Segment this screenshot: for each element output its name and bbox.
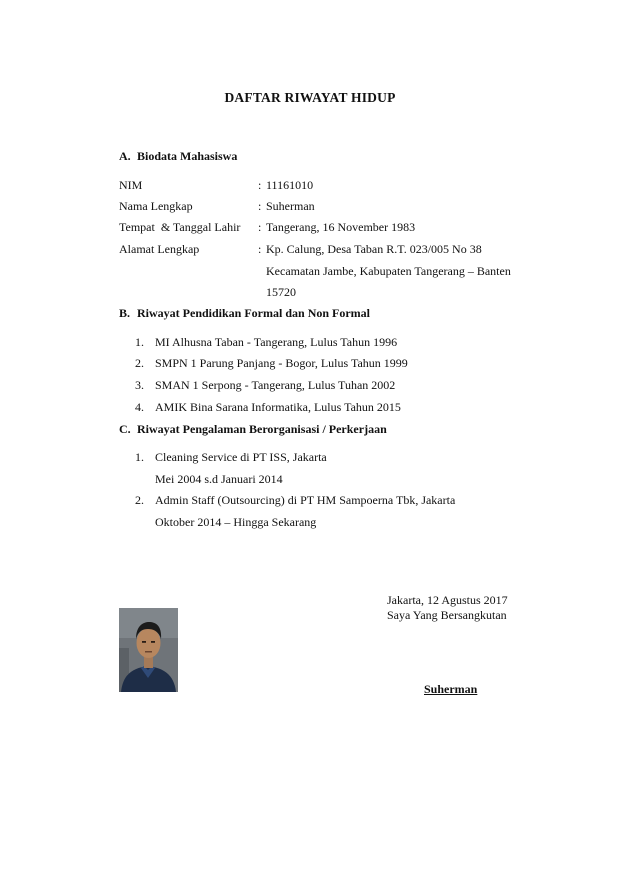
section-letter: C.	[119, 422, 131, 436]
item-number: 4.	[135, 400, 144, 414]
item-number: 2.	[135, 356, 144, 370]
field-colon: :	[258, 178, 262, 192]
field-label: Tempat & Tanggal Lahir	[119, 220, 241, 234]
section-letter: B.	[119, 306, 131, 320]
profile-photo	[119, 608, 178, 692]
item-text: Cleaning Service di PT ISS, Jakarta	[155, 450, 327, 464]
field-label: NIM	[119, 178, 143, 192]
address-continuation-2: 15720	[266, 285, 296, 299]
item-text: AMIK Bina Sarana Informatika, Lulus Tahun 2015	[155, 400, 401, 414]
field-label: Alamat Lengkap	[119, 242, 200, 256]
field-value: Suherman	[266, 199, 315, 213]
signature-place-date: Jakarta, 12 Agustus 2017	[387, 593, 508, 607]
field-value: 11161010	[266, 178, 314, 192]
section-letter: A.	[119, 149, 131, 163]
section-b-heading	[119, 306, 370, 321]
signature-name: Suherman	[424, 682, 478, 696]
item-text: SMPN 1 Parung Panjang - Bogor, Lulus Tahun 1999	[155, 356, 408, 370]
field-label: Nama Lengkap	[119, 199, 193, 213]
field-colon: :	[258, 199, 262, 213]
item-number: 2.	[135, 493, 144, 507]
item-text: Admin Staff (Outsourcing) di PT HM Sampoerna Tbk, Jakarta	[155, 493, 456, 507]
section-title: Riwayat Pengalaman Berorganisasi / Perkerjaan	[137, 422, 387, 436]
field-colon: :	[258, 220, 262, 234]
section-title: Riwayat Pendidikan Formal dan Non Formal	[137, 306, 371, 320]
section-a-heading	[119, 149, 237, 164]
section-c-heading	[119, 422, 387, 437]
item-number: 3.	[135, 378, 144, 392]
signature-closing: Saya Yang Bersangkutan	[387, 608, 507, 622]
address-continuation-1: Kecamatan Jambe, Kabupaten Tangerang – Banten	[266, 264, 511, 278]
section-title: Biodata Mahasiswa	[137, 149, 238, 163]
field-value: Kp. Calung, Desa Taban R.T. 023/005 No 38	[266, 242, 482, 256]
item-number: 1.	[135, 450, 144, 464]
item-number: 1.	[135, 335, 144, 349]
item-text: MI Alhusna Taban - Tangerang, Lulus Tahun 1996	[155, 335, 398, 349]
person-photo-icon	[119, 608, 178, 692]
experience-period: Mei 2004 s.d Januari 2014	[155, 472, 283, 486]
field-value: Tangerang, 16 November 1983	[266, 220, 416, 234]
page-title: DAFTAR RIWAYAT HIDUP	[224, 90, 396, 105]
item-text: SMAN 1 Serpong - Tangerang, Lulus Tuhan 2002	[155, 378, 396, 392]
field-colon: :	[258, 242, 262, 256]
experience-period: Oktober 2014 – Hingga Sekarang	[155, 515, 317, 529]
